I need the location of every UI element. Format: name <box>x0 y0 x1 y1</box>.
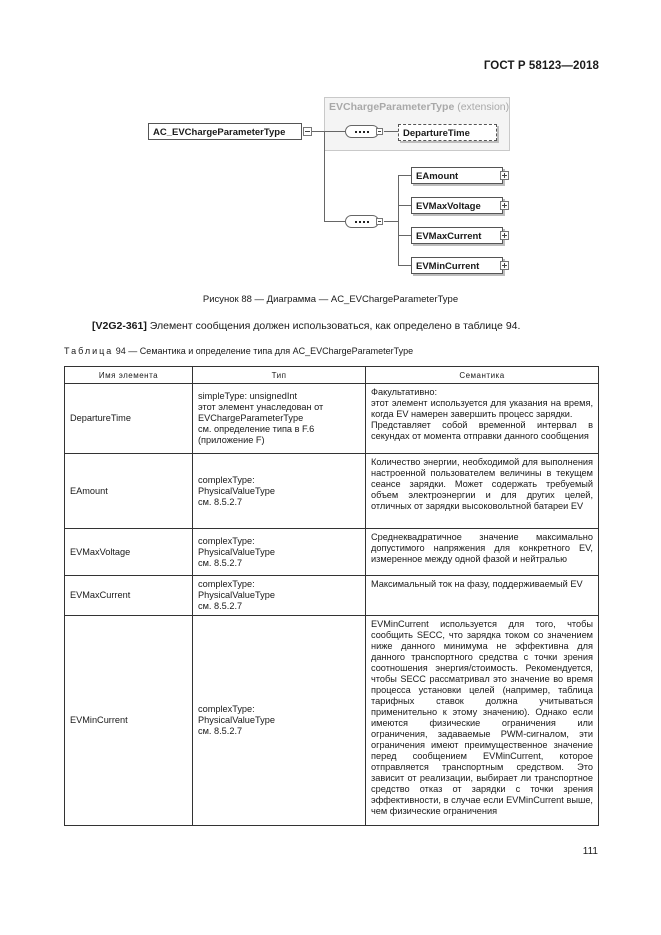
type-cell: complexType: PhysicalValueType см. 8.5.2.7 <box>193 454 366 529</box>
expand-plus-icon <box>500 171 509 180</box>
table-row <box>65 529 599 576</box>
extension-type-name: EVChargeParameterType <box>329 101 455 113</box>
type-cell: complexType: PhysicalValueType см. 8.5.2.7 <box>193 529 366 576</box>
semantics-cell: Среднеквадратичное значение максимально допустимого напряжения для конкретного EV, измеренное между одной фазой и нейтралью <box>366 529 599 576</box>
standard-header: ГОСТ Р 58123—2018 <box>483 60 599 72</box>
table-row <box>65 616 599 826</box>
element-evmaxvoltage: EVMaxVoltage <box>411 197 503 214</box>
type-cell: complexType: PhysicalValueType см. 8.5.2.7 <box>193 576 366 616</box>
root-type-box: AC_EVChargeParameterType <box>148 123 302 140</box>
table-row <box>65 384 599 454</box>
connector-line <box>398 205 411 206</box>
connector-line <box>336 131 345 132</box>
expand-plus-icon <box>500 201 509 210</box>
table-row <box>65 454 599 529</box>
element-name-cell: EVMaxVoltage <box>65 529 193 576</box>
connector-line <box>336 221 345 222</box>
schema-diagram <box>0 0 661 300</box>
element-evmincurrent: EVMinCurrent <box>411 257 503 274</box>
connector-line <box>384 131 398 132</box>
semantics-cell: Факультативно: этот элемент используется для указания на время, когда EV намерен завершить процесс зарядки. Представляет собой временной интервал в секундах от момента отправки данного сообщения <box>366 384 599 454</box>
connector-line <box>384 221 398 222</box>
expand-plus-icon <box>500 261 509 270</box>
table-caption-text: 94 — Семантика и определение типа для AC_EVChargeParameterType <box>113 346 414 356</box>
expand-plus-icon <box>500 231 509 240</box>
element-name-cell: DepartureTime <box>65 384 193 454</box>
semantics-cell: Максимальный ток на фазу, поддерживаемый EV <box>366 576 599 616</box>
column-header: Имя элемента <box>65 367 193 384</box>
element-name-cell: EVMaxCurrent <box>65 576 193 616</box>
element-name-cell: EVMinCurrent <box>65 616 193 826</box>
requirement-id: [V2G2-361] <box>92 320 147 332</box>
table-row <box>65 576 599 616</box>
connector-line <box>398 265 411 266</box>
table-header-row <box>65 367 599 384</box>
extension-note: (extension) <box>457 101 510 113</box>
figure-caption: Рисунок 88 — Диаграмма — AC_EVChargeParameterType <box>202 294 459 305</box>
connector-line <box>324 131 325 221</box>
element-departuretime: DepartureTime <box>398 124 497 141</box>
type-cell: simpleType: unsignedInt этот элемент унаследован от EVChargeParameterType см. определение типа в F.6 (приложение F) <box>193 384 366 454</box>
requirement-text: Элемент сообщения должен использоваться, как определено в таблице 94. <box>146 320 521 332</box>
table-caption-label: Таблица <box>64 346 114 356</box>
sequence-icon <box>345 215 379 228</box>
column-header: Тип <box>193 367 366 384</box>
element-name-cell: EAmount <box>65 454 193 529</box>
page-number: 111 <box>582 846 598 857</box>
extension-title <box>329 101 509 113</box>
table-caption <box>64 346 413 356</box>
root-collapse-icon <box>303 127 312 136</box>
semantics-cell: EVMinCurrent используется для того, чтобы сообщить SECC, что зарядка током со значением ниже данного минимума не эффективна для данного транспортного средства с точки зрения соотношения энергия/стоимость. Рекомендуется, чтобы SECC рассматривал это значение во время процесса установки целей (например, таблица тарифных ставок должна учитываться применительно к этому значению). Однако если имеются физические ограничения или ограничения, задаваемые PWM-сигналом, эти ограничения имеют преимущественное значение перед сообщением EVMinCurrent, которое отправляется транспортным средством. Это зависит от реализации, выбирает ли транспортное средство отказ от зарядки с точки зрения эффективности, в случае если EVMinCurrent выше, чем физические ограничения <box>366 616 599 826</box>
requirement-paragraph <box>92 320 520 332</box>
connector-line <box>398 175 399 265</box>
element-evmaxcurrent: EVMaxCurrent <box>411 227 503 244</box>
semantics-cell: Количество энергии, необходимой для выполнения настроенной пользователем величины в текущем сеансе зарядки. Может содержать требуемый объем электроэнергии и для других целей, отличных от зарядки высоковольтной батареи EV <box>366 454 599 529</box>
sequence-icon <box>345 125 379 138</box>
connector-line <box>398 175 411 176</box>
connector-line <box>324 221 336 222</box>
semantics-table <box>64 366 599 826</box>
connector-line <box>398 235 411 236</box>
element-eamount: EAmount <box>411 167 503 184</box>
column-header: Семантика <box>366 367 599 384</box>
type-cell: complexType: PhysicalValueType см. 8.5.2.7 <box>193 616 366 826</box>
